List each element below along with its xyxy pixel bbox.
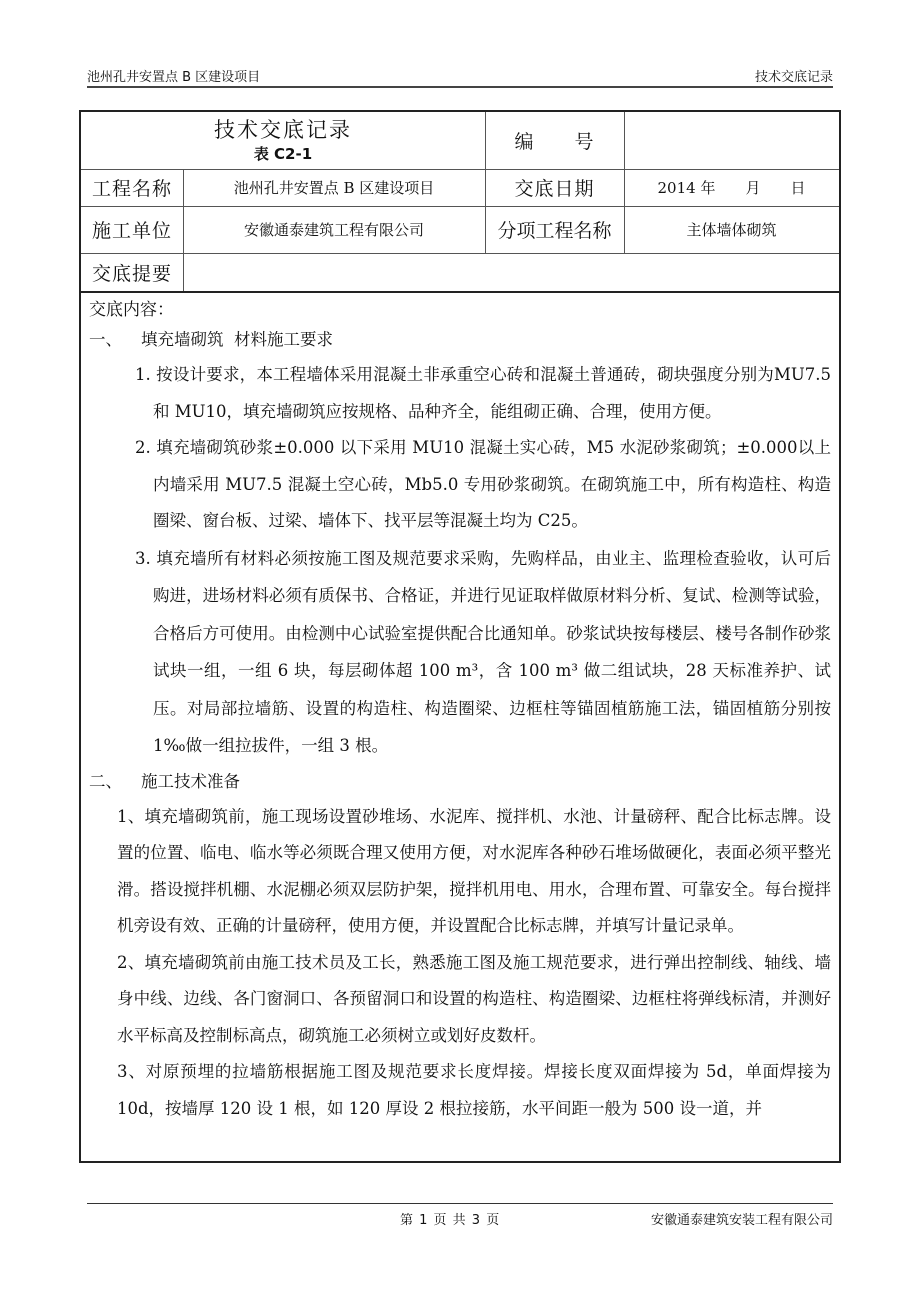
list-item: 1、填充墙砌筑前，施工现场设置砂堆场、水泥库、搅拌机、水池、计量磅秤、配合比标志牌。设置的位置、临电、临水等必须既合理又使用方便，对水泥库各种砂石堆场做硬化，表面必须平整光滑。搭设搅拌机棚、水泥棚必须双层防护架，搅拌机用电、用水，合理布置、可靠安全。每台搅拌机旁设有效、正确的计量磅秤，使用方便，并设置配合比标志牌，并填写计量记录单。 xyxy=(117,806,831,935)
row-divider xyxy=(81,291,839,293)
section-heading xyxy=(89,765,831,799)
number-field[interactable] xyxy=(624,112,839,169)
disclosure-form-table xyxy=(79,110,841,1163)
list-item: 2、填充墙砌筑前由施工技术员及工长，熟悉施工图及施工规范要求，进行弹出控制线、轴线、墙身中线、边线、各门窗洞口、各预留洞口和设置的构造柱、构造圈梁、边框柱将弹线标清，并测好水平标高及控制标高点，砌筑施工必须树立或划好皮数杆。 xyxy=(117,952,831,1045)
section-number: 二、 xyxy=(89,771,122,791)
list-item: 2. 填充墙砌筑砂浆±0.000 以下采用 MU10 混凝土实心砖，M5 水泥砂浆砌筑；±0.000以上内墙采用 MU7.5 混凝土空心砖，Mb5.0 专用砂浆砌筑。在砌筑施工中，所有构造柱、构造圈梁、窗台板、过梁、墙体下、找平层等混凝土均为 C25。 xyxy=(135,438,831,530)
section-title: 填充墙砌筑 材料施工要求 xyxy=(141,330,333,349)
section-title: 施工技术准备 xyxy=(141,771,240,791)
footer-divider xyxy=(87,1203,833,1204)
project-name-label: 工程名称 xyxy=(91,178,172,200)
contractor-label: 施工单位 xyxy=(91,220,172,242)
disclosure-content xyxy=(89,295,831,1127)
subproject-label: 分项工程名称 xyxy=(497,220,612,242)
list-item: 1. 按设计要求，本工程墙体采用混凝土非承重空心砖和混凝土普通砖，砌块强度分别为MU7.5 和 MU10，填充墙砌筑应按规格、品种齐全，能组砌正确、合理，使用方便。 xyxy=(135,365,831,421)
section-number: 一、 xyxy=(89,330,122,349)
list-item: 3、对原预埋的拉墙筋根据施工图及规范要求长度焊接。焊接长度双面焊接为 5d，单面焊接为 10d，按墙厚 120 设 1 根，如 120 厚设 2 根拉接筋，水平间距一般为 500 设一道，并 xyxy=(117,1062,831,1118)
summary-label: 交底提要 xyxy=(91,262,172,285)
date-field[interactable]: 2014 年 月 日 xyxy=(657,179,806,197)
form-code: 表 C2-1 xyxy=(253,144,313,163)
summary-field[interactable] xyxy=(183,253,839,291)
page-number: 第 1 页 共 3 页 xyxy=(400,1213,501,1228)
subproject-field[interactable]: 主体墙体砌筑 xyxy=(686,221,777,239)
project-name-field[interactable]: 池州孔井安置点 B 区建设项目 xyxy=(233,179,435,197)
date-label: 交底日期 xyxy=(514,178,595,200)
page-header xyxy=(87,62,833,88)
form-title-cell xyxy=(81,112,485,169)
form-title: 技术交底记录 xyxy=(214,117,352,142)
footer-company: 安徽通泰建筑安装工程有限公司 xyxy=(650,1213,833,1228)
content-label: 交底内容： xyxy=(89,300,174,320)
section-heading xyxy=(89,323,831,357)
header-doc-title: 技术交底记录 xyxy=(754,70,833,85)
header-project: 池州孔井安置点 B 区建设项目 xyxy=(87,70,261,85)
contractor-field[interactable]: 安徽通泰建筑工程有限公司 xyxy=(243,221,424,239)
list-item: 3. 填充墙所有材料必须按施工图及规范要求采购，先购样品，由业主、监理检查验收，认可后购进，进场材料必须有质保书、合格证，并进行见证取样做原材料分析、复试、检测等试验，合格后方可使用。由检测中心试验室提供配合比通知单。砂浆试块按每楼层、楼号各制作砂浆试块一组，一组 6 块，每层砌体超 100 m³，含 100 m³ 做二组试块，28 天标准养护、试压。对局部拉墙筋、设置的构造柱、构造圈梁、边框柱等锚固植筋施工法，锚固植筋分别按 1‰做一组拉拔件，一组 3 根。 xyxy=(135,548,831,755)
number-label: 编 号 xyxy=(514,131,595,153)
